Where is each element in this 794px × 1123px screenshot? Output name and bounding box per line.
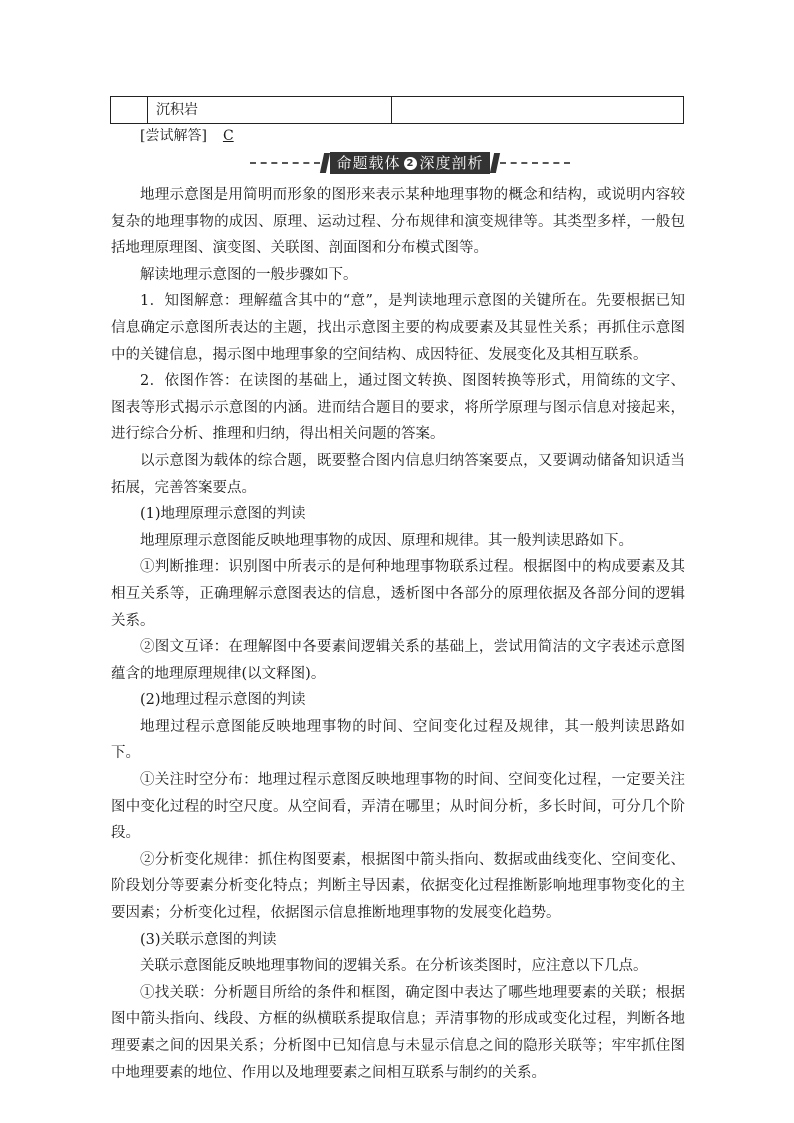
- table-fragment: [110, 96, 684, 124]
- paragraph: ②分析变化规律：抓住构图要素，根据图中箭头指向、数据或曲线变化、空间变化、阶段划分等要素分析变化特点；判断主导因素，依据变化过程推断影响地理事物变化的主要因素；分析变化过程，依据图示信息推断地理事物的发展变化趋势。: [111, 851, 685, 922]
- banner-number-badge: 2: [404, 157, 417, 170]
- banner-bracket-left: [320, 153, 330, 173]
- body-text: [111, 182, 685, 1086]
- banner-bracket-right: [489, 153, 499, 173]
- section-banner: [250, 152, 570, 174]
- paragraph: ②图文互译：在理解图中各要素间逻辑关系的基础上，尝试用简洁的文字表述示意图蕴含的地理原理规律(以文释图)。: [111, 639, 685, 682]
- table-cell-blank: [392, 97, 683, 123]
- banner-dash-right: [500, 162, 570, 164]
- paragraph: 地理原理示意图能反映地理事物的成因、原理和规律。其一般判读思路如下。: [140, 532, 633, 549]
- banner-title-left: 命题载体: [336, 154, 401, 172]
- subheading: (3)关联示意图的判读: [140, 931, 277, 948]
- banner-title: [330, 152, 489, 174]
- subheading: (2)地理过程示意图的判读: [140, 692, 306, 709]
- paragraph: ①关注时空分布：地理过程示意图反映地理事物的时间、空间变化过程，一定要关注图中变化过程的时空尺度。从空间看，弄清在哪里；从时间分析，多长时间，可分几个阶段。: [111, 772, 685, 842]
- paragraph: 地理示意图是用简明而形象的图形来表示某种地理事物的概念和结构，或说明内容较复杂的地理事物的成因、原理、运动过程、分布规律和演变规律等。其类型多样，一般包括地理原理图、演变图、关联图、剖面图和分布模式图等。: [111, 187, 685, 257]
- attempt-answer: [140, 126, 234, 146]
- table-cell-rock: 沉积岩: [148, 97, 392, 123]
- subheading: (1)地理原理示意图的判读: [140, 506, 306, 523]
- paragraph: 地理过程示意图能反映地理事物的时间、空间变化过程及规律，其一般判读思路如下。: [111, 718, 685, 762]
- paragraph: ①找关联：分析题目所给的条件和框图，确定图中表达了哪些地理要素的关联；根据图中箭头指向、线段、方框的纵横联系提取信息；弄清事物的形成或变化过程，判断各地理要素之间的因果关系；分析图中已知信息与未显示信息之间的隐形关联等；牢牢抓住图中地理要素的地位、作用以及地理要素之间相互联系与制约的关系。: [111, 984, 685, 1081]
- answer-label: [尝试解答]: [140, 128, 207, 144]
- paragraph: 解读地理示意图的一般步骤如下。: [140, 266, 358, 283]
- banner-dash-left: [250, 162, 320, 164]
- paragraph: 2．依图作答：在读图的基础上，通过图文转换、图图转换等形式，用简练的文字、图表等形式揭示示意图的内涵。进而结合题目的要求，将所学原理与图示信息对接起来，进行综合分析、推理和归纳，得出相关问题的答案。: [111, 373, 685, 443]
- paragraph: ①判断推理：识别图中所表示的是何种地理事物联系过程。根据图中的构成要素及其相互关系等，正确理解示意图表达的信息，透析图中各部分的原理依据及各部分间的逻辑关系。: [111, 559, 685, 629]
- paragraph: 1．知图解意：理解蕴含其中的“意”，是判读地理示意图的关键所在。先要根据已知信息确定示意图所表达的主题，找出示意图主要的构成要素及其显性关系；再抓住示意图中的关键信息，揭示图中地理事象的空间结构、成因特征、发展变化及其相互联系。: [111, 293, 685, 363]
- table-cell-empty: [111, 97, 148, 123]
- paragraph: 关联示意图能反映地理事物间的逻辑关系。在分析该类图时，应注意以下几点。: [140, 958, 648, 975]
- banner-title-right: 深度剖析: [419, 154, 484, 172]
- paragraph: 以示意图为载体的综合题，既要整合图内信息归纳答案要点，又要调动储备知识适当拓展，完善答案要点。: [111, 452, 685, 496]
- answer-value: C: [222, 128, 234, 144]
